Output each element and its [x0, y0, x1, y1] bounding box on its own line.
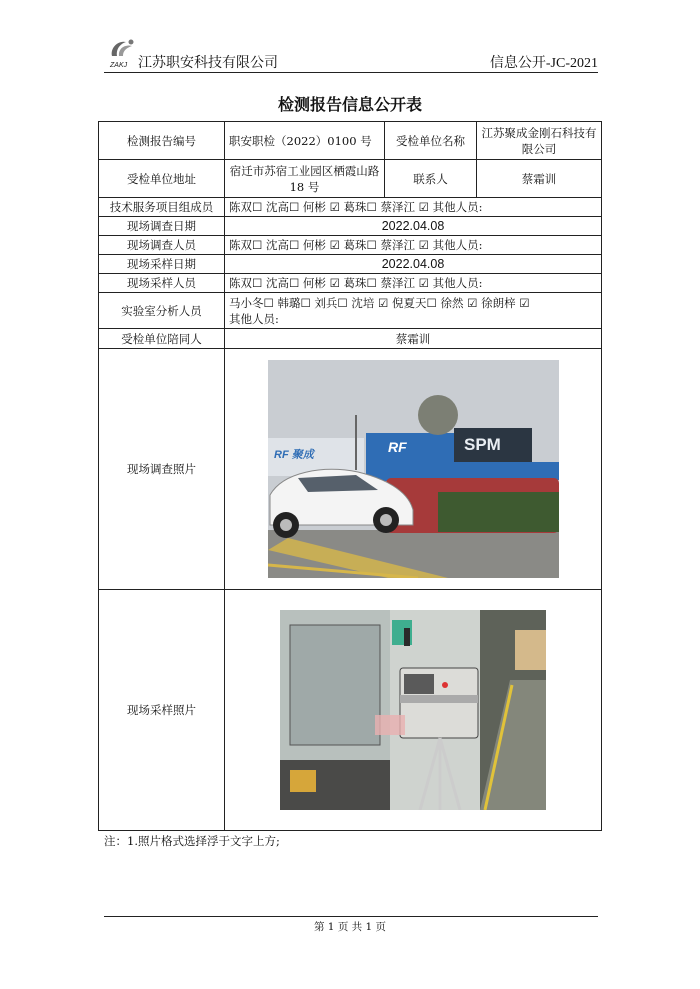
survey-date-label: 现场调查日期 — [99, 217, 225, 236]
sampling-staff-label: 现场采样人员 — [99, 274, 225, 293]
table-row — [99, 160, 602, 198]
lab-staff-label: 实验室分析人员 — [99, 293, 225, 329]
survey-staff-value: 陈双☐ 沈高☐ 何彬 ☑ 葛珠☐ 蔡泽江 ☑ 其他人员: — [225, 236, 602, 255]
sampling-staff-value: 陈双☐ 沈高☐ 何彬 ☑ 葛珠☐ 蔡泽江 ☑ 其他人员: — [225, 274, 602, 293]
page-title: 检测报告信息公开表 — [277, 95, 422, 114]
contact-label: 联系人 — [385, 160, 477, 198]
footnote: 注：1.照片格式选择浮于文字上方; — [104, 834, 280, 848]
lab-staff-line2: 其他人员: — [229, 311, 279, 326]
survey-date-value: 2022.04.08 — [225, 217, 602, 236]
survey-photo-cell — [225, 349, 602, 590]
survey-photo-label: 现场调查照片 — [99, 349, 225, 590]
site-survey-photo — [268, 360, 559, 578]
site-sampling-photo — [280, 610, 546, 810]
survey-staff-label: 现场调查人员 — [99, 236, 225, 255]
company-name: 江苏职安科技有限公司 — [138, 55, 278, 71]
sampling-date-value: 2022.04.08 — [225, 255, 602, 274]
tech-team-value: 陈双☐ 沈高☐ 何彬 ☑ 葛珠☐ 蔡泽江 ☑ 其他人员: — [225, 198, 602, 217]
company-logo — [104, 34, 140, 70]
escort-label: 受检单位陪同人 — [99, 329, 225, 349]
client-name-value: 江苏聚成金刚石科技有限公司 — [477, 122, 602, 160]
sign-rf-text: RF — [387, 439, 407, 455]
contact-value: 蔡霜训 — [477, 160, 602, 198]
sampling-date-label: 现场采样日期 — [99, 255, 225, 274]
tech-team-label: 技术服务项目组成员 — [99, 198, 225, 217]
table-row — [99, 236, 602, 255]
sign-left-text: RF 聚成 — [273, 449, 314, 461]
document-code: 信息公开-JC-2021 — [489, 56, 598, 71]
report-no-value: 职安职检（2022）0100 号 — [225, 122, 385, 160]
report-info-table — [98, 121, 602, 831]
report-no-label: 检测报告编号 — [99, 122, 225, 160]
table-row — [99, 590, 602, 831]
table-row — [99, 198, 602, 217]
table-row — [99, 274, 602, 293]
lab-staff-line1: 马小冬☐ 韩璐☐ 刘兵☐ 沈培 ☑ 倪夏天☐ 徐然 ☑ 徐朗梓 ☑ — [229, 295, 530, 310]
table-row — [99, 255, 602, 274]
escort-value: 蔡霜训 — [225, 329, 602, 349]
sampling-photo-label: 现场采样照片 — [99, 590, 225, 831]
client-address-label: 受检单位地址 — [99, 160, 225, 198]
sampling-photo-cell — [225, 590, 602, 831]
footer-divider — [104, 916, 598, 917]
table-row — [99, 329, 602, 349]
table-row — [99, 217, 602, 236]
svg-text:ZAKJ: ZAKJ — [110, 62, 128, 69]
client-address-value: 宿迁市苏宿工业园区栖霞山路 18 号 — [225, 160, 385, 198]
page-header — [104, 34, 598, 73]
page-number: 第 1 页 共 1 页 — [313, 921, 387, 933]
client-name-label: 受检单位名称 — [385, 122, 477, 160]
lab-staff-value — [225, 293, 602, 329]
sign-spm-text: SPM — [463, 435, 501, 454]
table-row — [99, 349, 602, 590]
table-row — [99, 122, 602, 160]
table-row — [99, 293, 602, 329]
